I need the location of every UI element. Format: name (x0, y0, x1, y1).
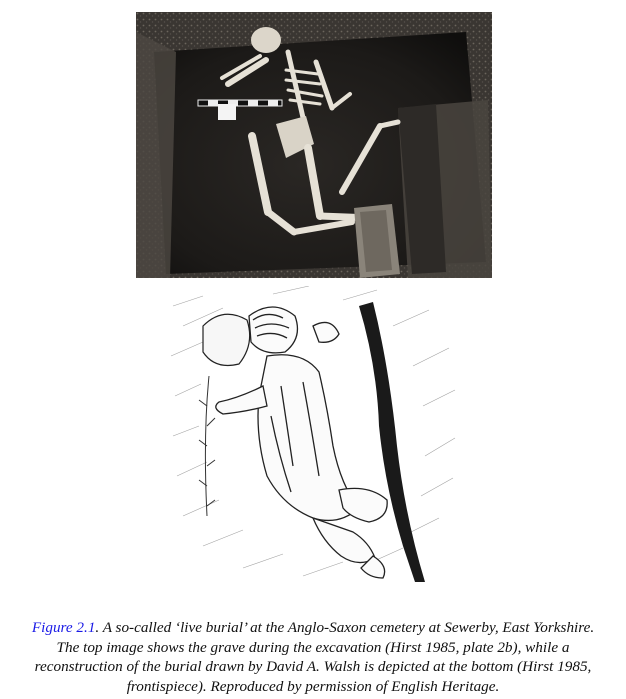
caption-text: . A so-called ‘live burial’ at the Anglo-Saxon cemetery at Sewerby, East Yorkshire. The top image shows the grave during the excavation (Hirst 1985, plate 2b), while a reconstruction of the burial drawn by David A. Walsh is depicted at the bottom (Hirst 1985, frontispiece). Reproduced by permission of English Heritage. (34, 619, 595, 695)
figure-caption (20, 618, 606, 696)
figure-label[interactable]: Figure 2.1 (31, 619, 96, 636)
reconstruction-drawing (163, 286, 463, 586)
excavation-photo (136, 12, 492, 278)
